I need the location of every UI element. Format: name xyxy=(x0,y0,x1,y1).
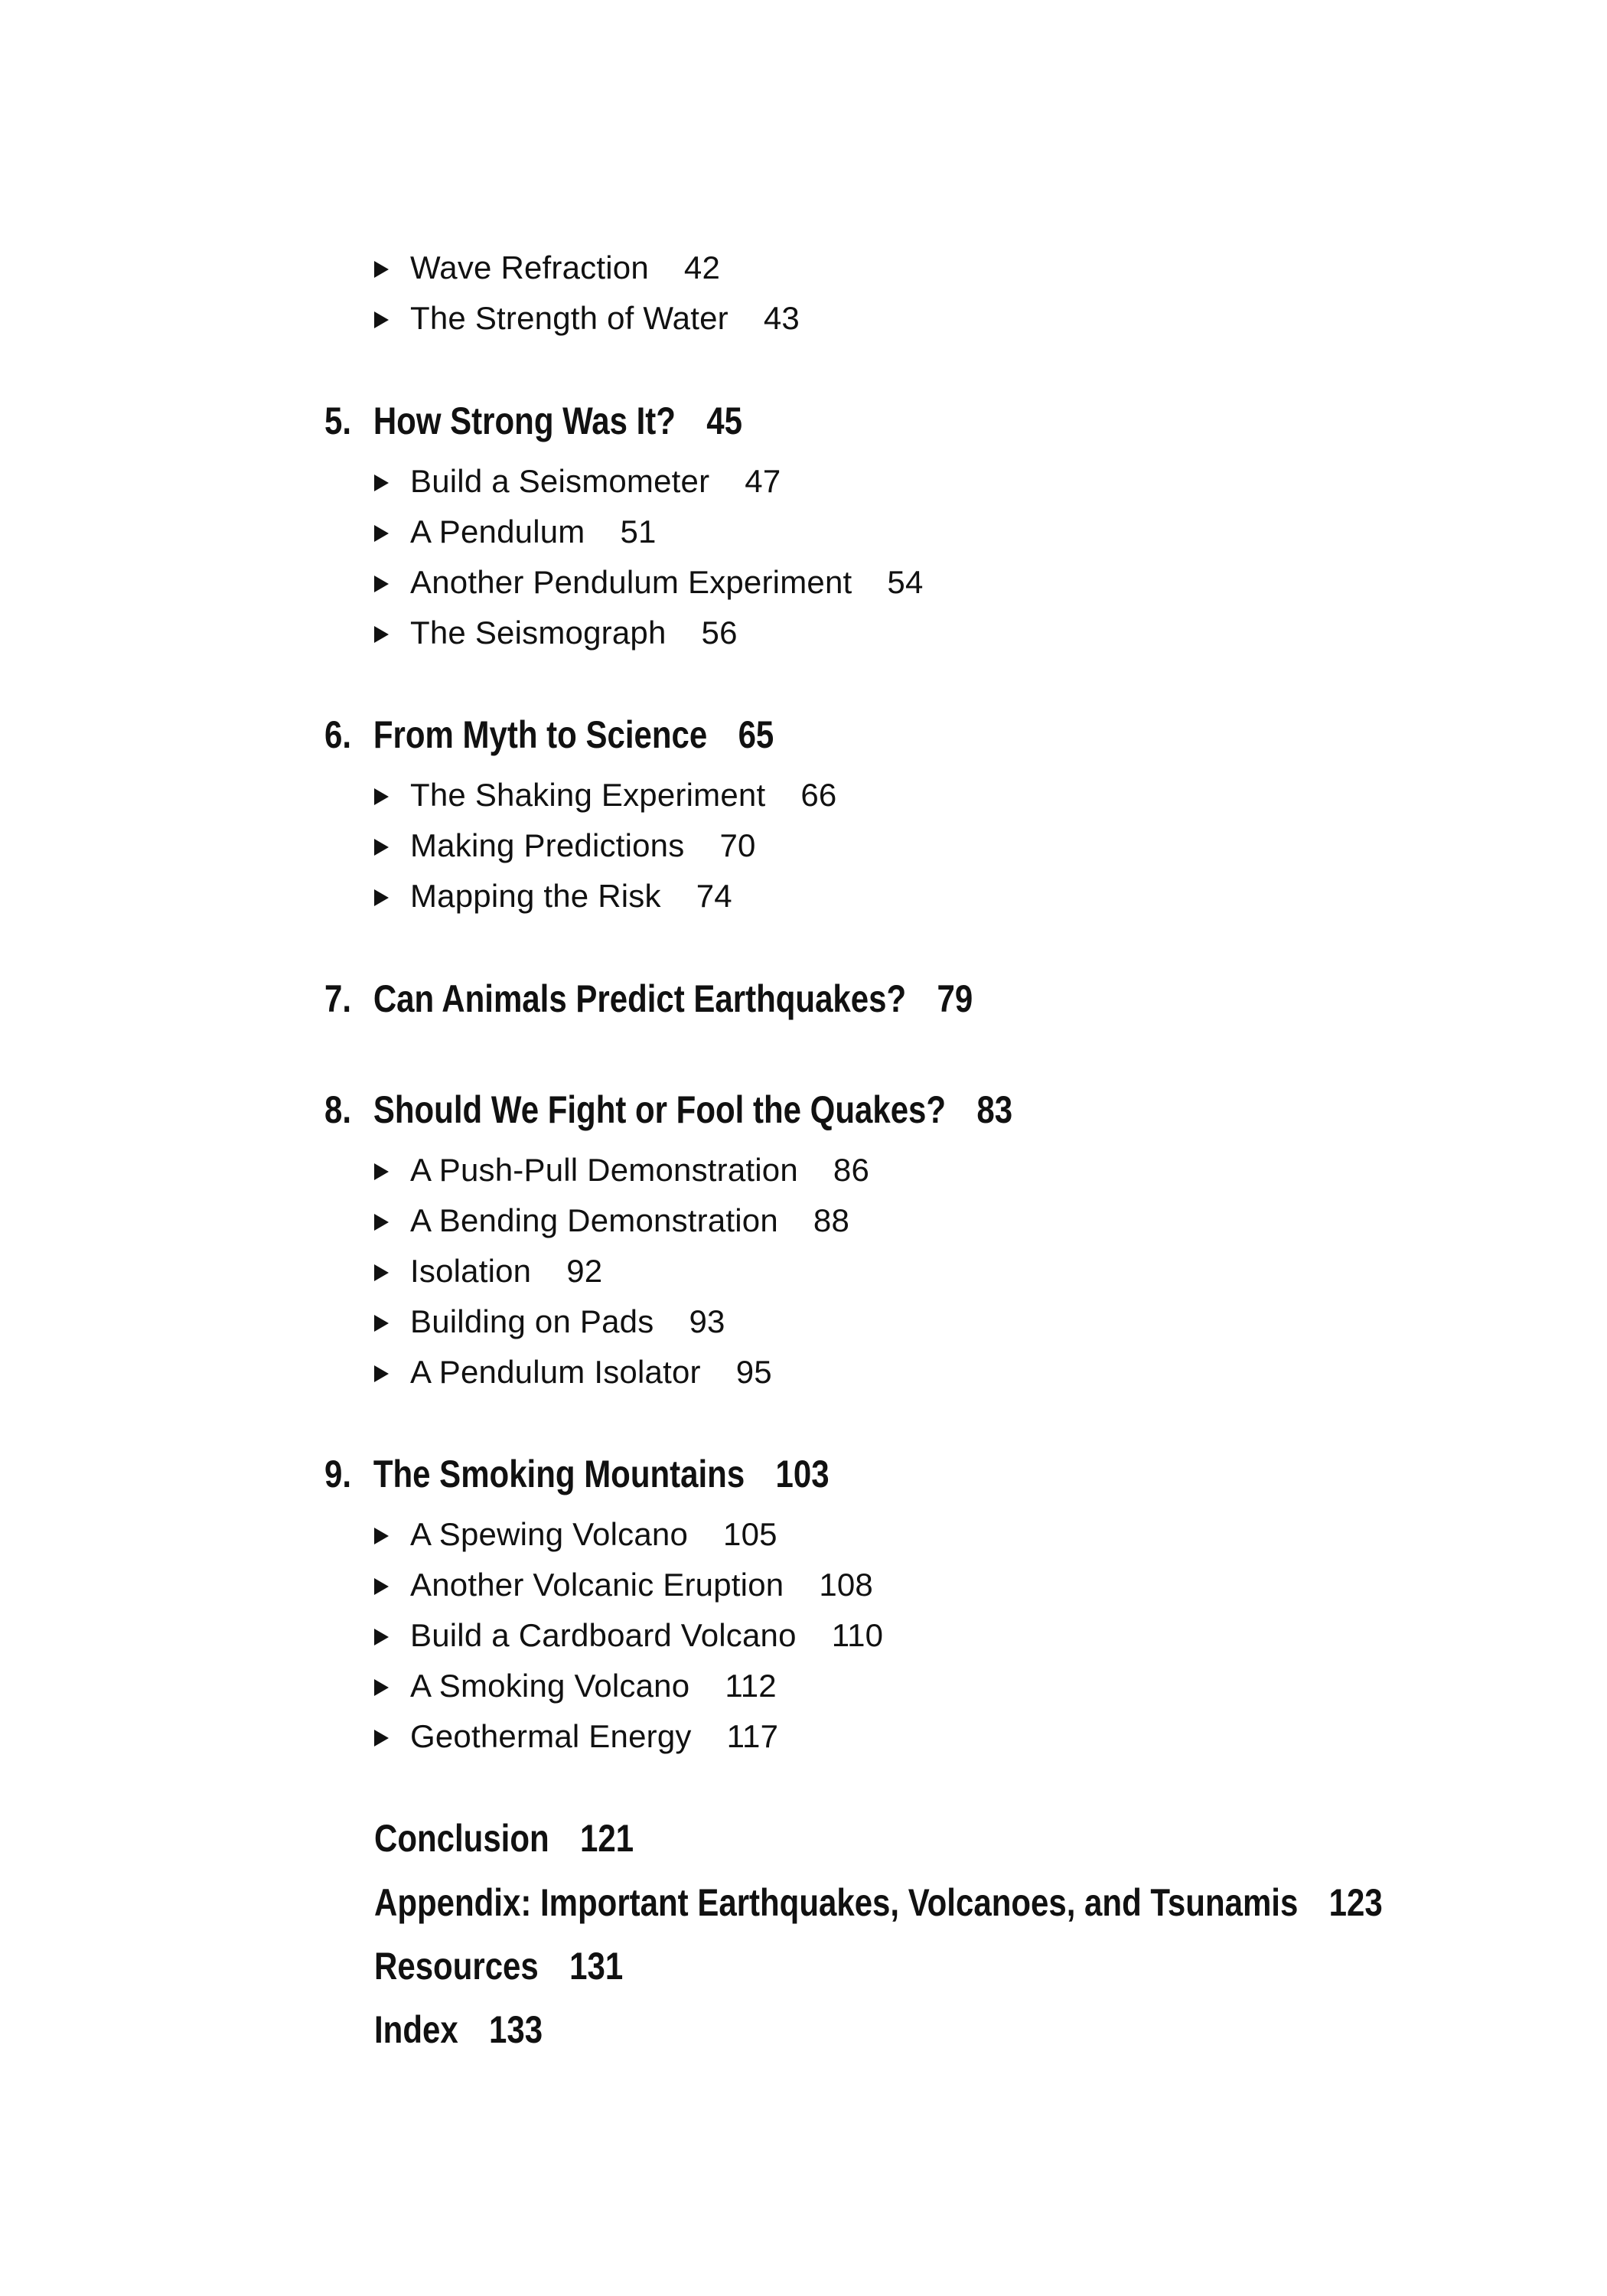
chapter-page: 103 xyxy=(775,1453,830,1495)
sub-entry-page: 93 xyxy=(689,1303,725,1339)
toc-sub-entry xyxy=(374,1303,725,1339)
chapter-heading xyxy=(324,977,973,1020)
toc-sub-entry xyxy=(374,1720,778,1753)
back-matter-entry xyxy=(374,1883,1383,1922)
chapter-number: 8. xyxy=(324,1088,352,1131)
sub-entry-page: 112 xyxy=(725,1668,777,1704)
toc-sub-entry xyxy=(374,1619,883,1652)
back-matter-title: Index xyxy=(374,2008,458,2051)
toc-sub-entry xyxy=(374,617,738,649)
sub-entry-page: 88 xyxy=(813,1202,850,1238)
chapter-number: 7. xyxy=(324,977,352,1020)
sub-entry-page: 43 xyxy=(763,300,800,336)
sub-entry-title: Another Pendulum Experiment xyxy=(410,564,852,600)
toc-sub-entry xyxy=(374,516,657,548)
toc-sub-entry xyxy=(374,465,781,497)
back-matter-page: 131 xyxy=(569,1945,624,1988)
sub-entry-title: Wave Refraction xyxy=(410,249,649,285)
chapter-page: 45 xyxy=(706,400,742,442)
sub-entry-page: 108 xyxy=(819,1567,873,1603)
sub-entry-page: 56 xyxy=(701,615,738,651)
sub-entry-title: Mapping the Risk xyxy=(410,878,661,914)
sub-entry-page: 110 xyxy=(831,1617,884,1653)
toc-sub-entry xyxy=(374,1670,777,1702)
sub-entry-title: Build a Cardboard Volcano xyxy=(410,1617,797,1653)
chapter-title: The Smoking Mountains xyxy=(373,1453,745,1495)
sub-entry-page: 74 xyxy=(696,878,732,914)
back-matter-page: 133 xyxy=(489,2008,543,2051)
toc-sub-entry xyxy=(374,1569,873,1601)
sub-entry-page: 51 xyxy=(620,514,657,550)
back-matter-title: Appendix: Important Earthquakes, Volcanoes, and Tsunamis xyxy=(374,1881,1299,1924)
sub-entry-page: 86 xyxy=(833,1152,870,1188)
triangle-bullet-icon xyxy=(374,1264,389,1281)
triangle-bullet-icon xyxy=(374,1315,389,1332)
toc-sub-entry xyxy=(374,302,800,334)
triangle-bullet-icon xyxy=(374,889,389,906)
sub-entry-title: A Push-Pull Demonstration xyxy=(410,1152,798,1188)
back-matter-title: Resources xyxy=(374,1945,539,1988)
sub-entry-page: 92 xyxy=(566,1253,603,1289)
chapter-title: How Strong Was It? xyxy=(373,400,676,442)
toc-sub-entry xyxy=(374,1518,777,1551)
sub-entry-title: Build a Seismometer xyxy=(410,463,710,499)
chapter-number: 9. xyxy=(324,1453,352,1495)
triangle-bullet-icon xyxy=(374,1629,389,1645)
sub-entry-title: A Bending Demonstration xyxy=(410,1202,778,1238)
back-matter-page: 121 xyxy=(579,1817,634,1860)
back-matter-title: Conclusion xyxy=(374,1817,549,1860)
triangle-bullet-icon xyxy=(374,1214,389,1231)
toc-sub-entry xyxy=(374,827,756,863)
triangle-bullet-icon xyxy=(374,1528,389,1544)
sub-entry-title: The Shaking Experiment xyxy=(410,777,766,813)
sub-entry-page: 70 xyxy=(719,827,756,863)
chapter-heading xyxy=(324,713,774,756)
chapter-page: 79 xyxy=(937,977,973,1020)
toc-sub-entry xyxy=(374,1356,772,1388)
sub-entry-page: 117 xyxy=(726,1718,779,1754)
triangle-bullet-icon xyxy=(374,1578,389,1595)
sub-entry-title: The Seismograph xyxy=(410,615,667,651)
sub-entry-title: Making Predictions xyxy=(410,827,685,863)
chapter-heading xyxy=(324,1088,1013,1131)
triangle-bullet-icon xyxy=(374,839,389,856)
triangle-bullet-icon xyxy=(374,525,389,542)
toc-sub-entry xyxy=(374,880,732,912)
back-matter-entry xyxy=(374,2008,543,2051)
sub-entry-page: 105 xyxy=(723,1516,777,1552)
sub-entry-title: A Spewing Volcano xyxy=(410,1516,689,1552)
triangle-bullet-icon xyxy=(374,475,389,491)
chapter-title: Can Animals Predict Earthquakes? xyxy=(373,977,907,1020)
triangle-bullet-icon xyxy=(374,1163,389,1180)
toc-sub-entry xyxy=(374,1202,850,1238)
toc-sub-entry xyxy=(374,249,721,285)
sub-entry-title: A Smoking Volcano xyxy=(410,1668,690,1704)
chapter-heading xyxy=(324,1455,830,1493)
chapter-number: 6. xyxy=(324,713,352,756)
triangle-bullet-icon xyxy=(374,576,389,592)
back-matter-page: 123 xyxy=(1328,1881,1383,1924)
triangle-bullet-icon xyxy=(374,626,389,643)
chapter-number: 5. xyxy=(324,400,352,442)
sub-entry-page: 54 xyxy=(887,564,924,600)
chapter-page: 83 xyxy=(976,1088,1013,1131)
triangle-bullet-icon xyxy=(374,788,389,805)
toc-sub-entry xyxy=(374,566,924,598)
sub-entry-title: A Pendulum Isolator xyxy=(410,1354,701,1390)
sub-entry-title: Isolation xyxy=(410,1253,532,1289)
chapter-title: Should We Fight or Fool the Quakes? xyxy=(373,1088,947,1131)
toc-sub-entry xyxy=(374,779,836,811)
sub-entry-title: Geothermal Energy xyxy=(410,1718,692,1754)
sub-entry-page: 66 xyxy=(800,777,837,813)
sub-entry-page: 47 xyxy=(745,463,781,499)
chapter-page: 65 xyxy=(738,713,774,756)
triangle-bullet-icon xyxy=(374,1365,389,1382)
sub-entry-page: 95 xyxy=(735,1354,772,1390)
sub-entry-title: Another Volcanic Eruption xyxy=(410,1567,784,1603)
triangle-bullet-icon xyxy=(374,261,389,278)
chapter-title: From Myth to Science xyxy=(373,713,708,756)
triangle-bullet-icon xyxy=(374,1679,389,1696)
toc-sub-entry xyxy=(374,1154,869,1186)
chapter-heading xyxy=(324,402,742,440)
sub-entry-title: A Pendulum xyxy=(410,514,585,550)
back-matter-entry xyxy=(374,1817,634,1860)
back-matter-entry xyxy=(374,1945,624,1988)
sub-entry-page: 42 xyxy=(683,249,721,285)
sub-entry-title: The Strength of Water xyxy=(410,300,729,336)
sub-entry-title: Building on Pads xyxy=(410,1303,654,1339)
triangle-bullet-icon xyxy=(374,311,389,328)
triangle-bullet-icon xyxy=(374,1730,389,1746)
toc-sub-entry xyxy=(374,1255,602,1287)
